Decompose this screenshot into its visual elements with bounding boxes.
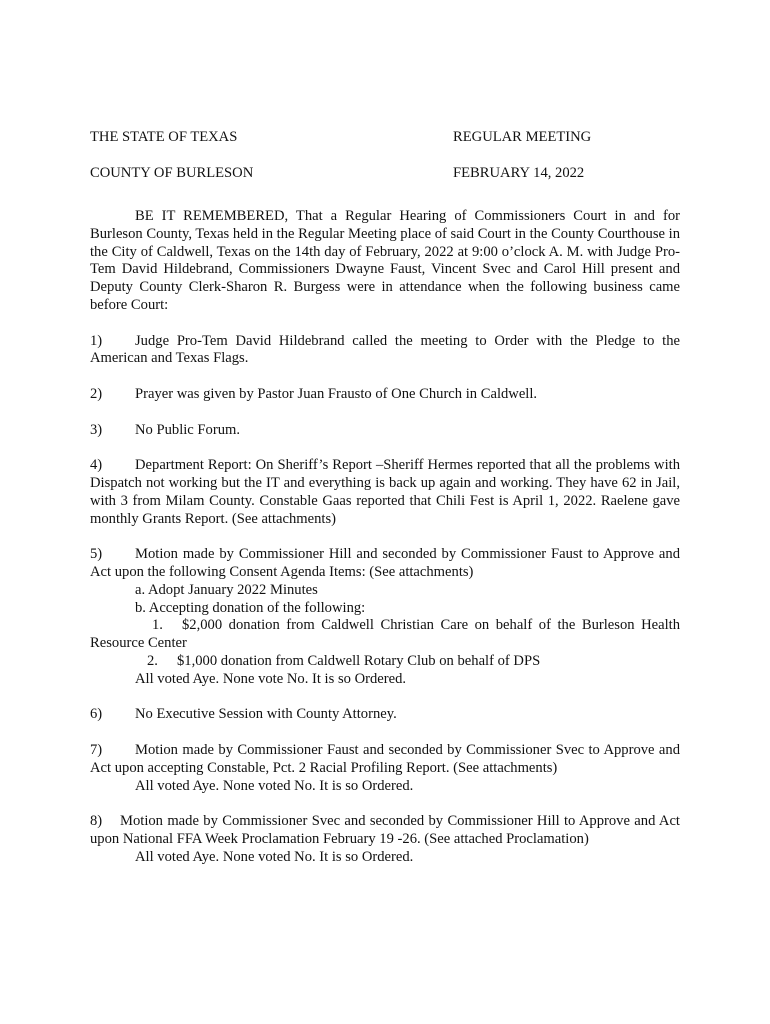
minutes-body <box>90 208 680 866</box>
item-number: 6) <box>90 706 103 723</box>
state-label: THE STATE OF TEXAS <box>90 129 238 145</box>
donation-1-text: $2,000 donation from Caldwell Christian Care on behalf of the Burleson Health Resource Center <box>90 617 680 652</box>
item-6 <box>90 706 680 724</box>
item-number: 1) <box>90 332 103 349</box>
donation-1-number: 1. <box>152 617 163 634</box>
consent-item-b: b. Accepting donation of the following: <box>135 599 366 616</box>
consent-item-a: a. Adopt January 2022 Minutes <box>135 581 318 598</box>
item-text: Prayer was given by Pastor Juan Frausto of One Church in Caldwell. <box>135 385 538 402</box>
county-label: COUNTY OF BURLESON <box>90 165 254 181</box>
item-number: 8) <box>90 813 103 830</box>
meeting-type: REGULAR MEETING <box>453 129 592 145</box>
item-text: Motion made by Commissioner Svec and seconded by Commissioner Hill to Approve and Act upon National FFA Week Proclamation February 19 -26. (See attached Proclamation) <box>90 813 680 847</box>
donation-1 <box>90 617 680 653</box>
item-4 <box>90 457 680 528</box>
item-number: 2) <box>90 385 103 402</box>
item-8 <box>90 813 680 849</box>
item-5-vote: All voted Aye. None vote No. It is so Ordered. <box>135 670 407 687</box>
item-number: 7) <box>90 741 103 758</box>
item-2 <box>90 386 680 404</box>
donation-2-text: $1,000 donation from Caldwell Rotary Club on behalf of DPS <box>177 652 541 669</box>
item-text: Department Report: On Sheriff’s Report –Sheriff Hermes reported that all the problems with Dispatch not working but the IT and everything is back up again and working. They have 62 in Jail, with 3 from Milam County. Constable Gaas reported that Chili Fest is April 1, 2022. Raelene gave monthly Grants Report. (See attachments) <box>90 457 680 527</box>
donation-2 <box>90 653 680 671</box>
item-3 <box>90 422 680 440</box>
item-text: Motion made by Commissioner Hill and seconded by Commissioner Faust to Approve and Act upon the following Consent Agenda Items: (See attachments) <box>90 546 680 580</box>
item-1 <box>90 333 680 369</box>
item-text: Judge Pro-Tem David Hildebrand called the meeting to Order with the Pledge to the American and Texas Flags. <box>90 332 680 367</box>
donation-2-number: 2. <box>147 652 158 669</box>
item-text: Motion made by Commissioner Faust and seconded by Commissioner Svec to Approve and Act upon accepting Constable, Pct. 2 Racial Profiling Report. (See attachments) <box>90 741 680 776</box>
item-number: 5) <box>90 546 103 563</box>
item-text: No Executive Session with County Attorney. <box>135 706 397 723</box>
item-text: No Public Forum. <box>135 421 240 438</box>
item-7-vote: All voted Aye. None voted No. It is so Ordered. <box>135 777 414 794</box>
item-5 <box>90 546 680 582</box>
item-8-vote: All voted Aye. None voted No. It is so Ordered. <box>135 848 414 865</box>
item-7 <box>90 742 680 778</box>
item-number: 3) <box>90 421 103 438</box>
intro-paragraph: BE IT REMEMBERED, That a Regular Hearing of Commissioners Court in and for Burleson County, Texas held in the Regular Meeting place of said Court in the County Courthouse in the City of Caldwell, Texas on the 14th day of February, 2022 at 9:00 o’clock A. M. with Judge Pro-Tem David Hildebrand, Commissioners Dwayne Faust, Vincent Svec and Carol Hill present and Deputy County Clerk-Sharon R. Burgess were in attendance when the following business came before Court: <box>90 208 680 313</box>
meeting-date: FEBRUARY 14, 2022 <box>453 165 585 181</box>
item-number: 4) <box>90 457 103 474</box>
